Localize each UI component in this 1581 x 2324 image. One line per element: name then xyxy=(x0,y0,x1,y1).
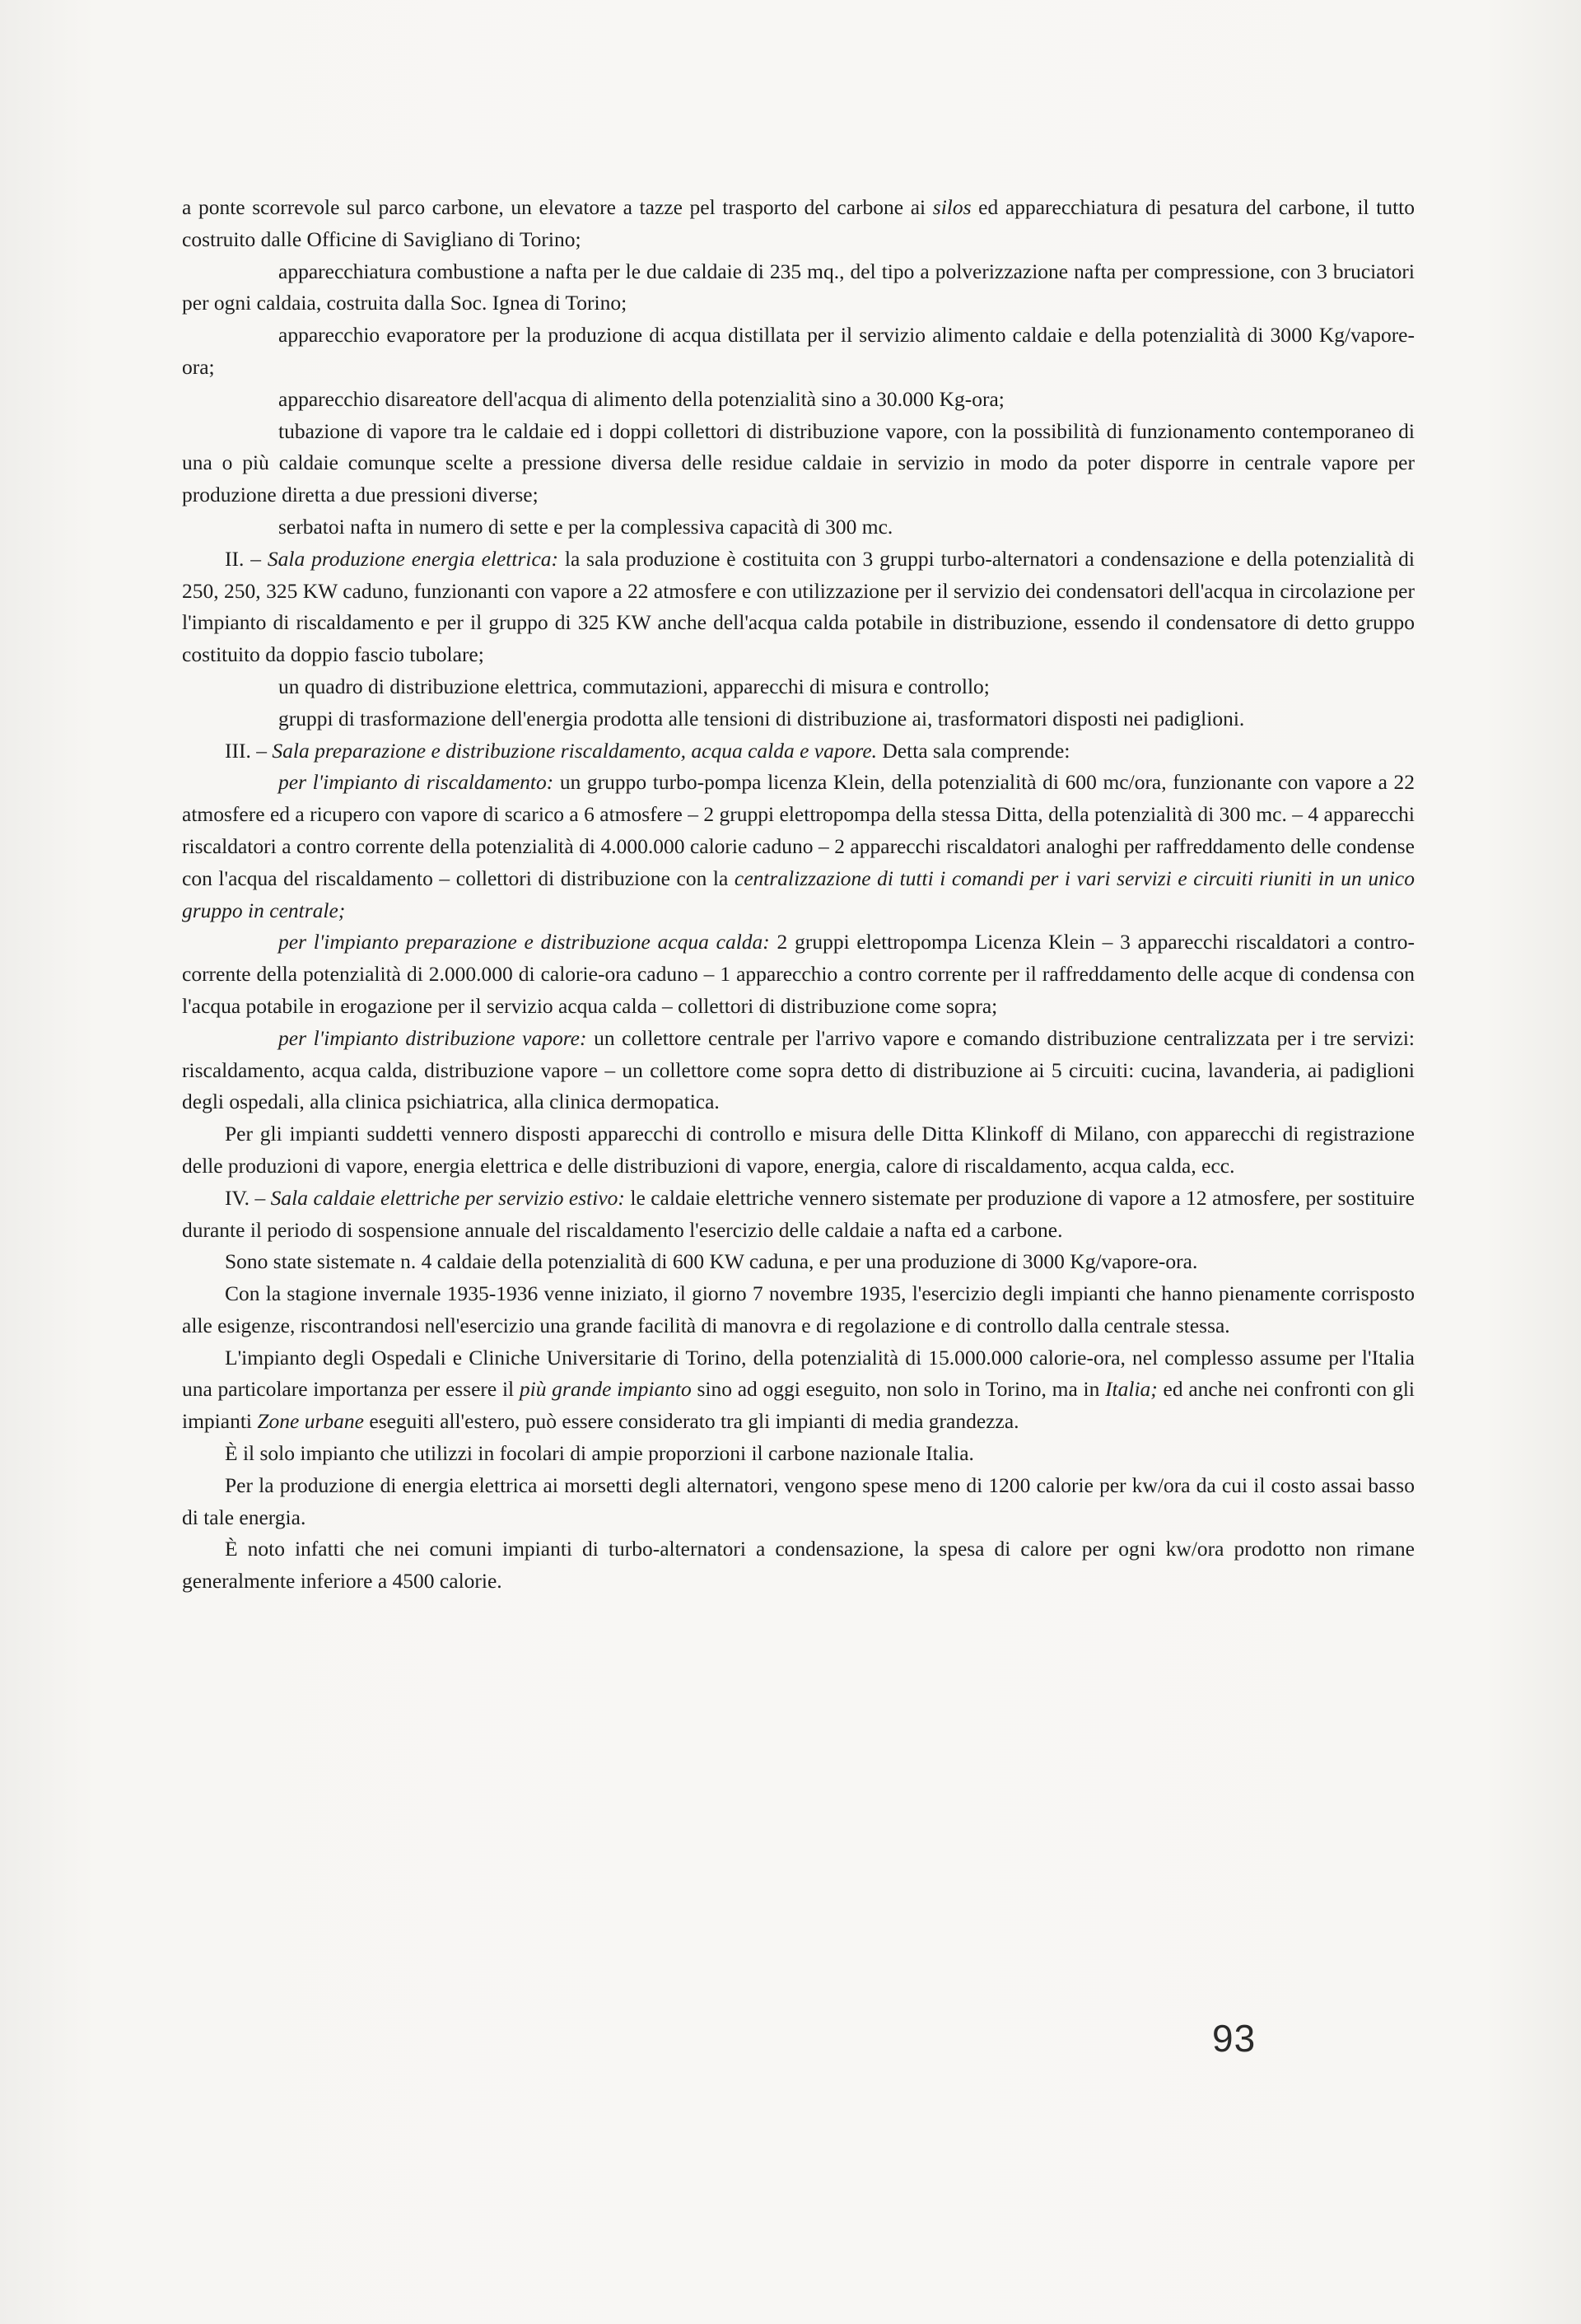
paragraph xyxy=(182,320,1415,384)
text-run: Per gli impianti suddetti vennero disposti apparecchi di controllo e misura delle Ditta Klinkoff di Milano, con apparecchi di registrazione delle produzioni di vapore, energia elettrica e delle distribuzioni di vapore, energia, calore di riscaldamento, acqua calda, ecc. xyxy=(182,1122,1415,1178)
italic-run: Sala caldaie elettriche per servizio estivo: xyxy=(270,1185,625,1210)
text-run: Sono state sistemate n. 4 caldaie della potenzialità di 600 KW caduna, e per una produzione di 3000 Kg/vapore-ora. xyxy=(225,1249,1198,1274)
paragraph xyxy=(182,1278,1415,1342)
text-run: tubazione di vapore tra le caldaie ed i doppi collettori di distribuzione vapore, con la possibilità di funzionamento contemporaneo di una o più caldaie comunque scelte a pressione diversa delle residue caldaie in servizio in modo da poter disporre in centrale vapore per produzione diretta a due pressioni diverse; xyxy=(182,418,1415,507)
italic-run: più grande impianto xyxy=(519,1377,692,1402)
text-run: apparecchio disareatore dell'acqua di alimento della potenzialità sino a 30.000 Kg-ora; xyxy=(278,386,1005,411)
paragraph xyxy=(182,1246,1415,1278)
text-run: 2 gruppi elettropompa Licenza Klein – 3 apparecchi riscaldatori a contro-corrente della potenzialità di 2.000.000 di calorie-ora caduno – 1 apparecchio a contro corrente per il raffreddamento delle acque di condensa con l'acqua potabile in erogazione per il servizio acqua calda – collettori di distribuzione come sopra; xyxy=(182,930,1415,1018)
text-run: serbatoi nafta in numero di sette e per la complessiva capacità di 300 mc. xyxy=(278,514,893,539)
paragraph xyxy=(182,256,1415,320)
text-run: la sala produzione è costituita con 3 gruppi turbo-alternatori a condensazione e della potenzialità di 250, 250, 325 KW caduno, funzionanti con vapore a 22 atmosfere e con utilizzazione per il servizio dei condensatori dell'acqua in circolazione per l'impianto di riscaldamento e per il gruppo di 325 KW anche dell'acqua calda potabile in distribuzione, essendo il condensatore di detto gruppo costituito da doppio fascio tubolare; xyxy=(182,546,1415,667)
italic-run: silos xyxy=(932,195,972,219)
text-run: sino ad oggi eseguito, non solo in Torino, ma in xyxy=(691,1377,1106,1402)
text-run: È il solo impianto che utilizzi in focolari di ampie proporzioni il carbone nazionale Italia. xyxy=(225,1441,974,1466)
italic-run: Italia; xyxy=(1105,1377,1158,1402)
paragraph xyxy=(182,703,1415,735)
paragraph xyxy=(182,735,1415,768)
paragraph xyxy=(182,767,1415,926)
text-run: eseguiti all'estero, può essere considerato tra gli impianti di media grandezza. xyxy=(364,1409,1019,1434)
paragraph xyxy=(182,192,1415,256)
text-run: Con la stagione invernale 1935-1936 venne iniziato, il giorno 7 novembre 1935, l'esercizio degli impianti che hanno pienamente corrisposto alle esigenze, riscontrandosi nell'esercizio una grande facilità di manovra e di regolazione e di controllo dalla centrale stessa. xyxy=(182,1281,1415,1337)
text-run: un gruppo turbo-pompa licenza Klein, della potenzialità di 600 mc/ora, funzionante con vapore a 22 atmosfere ed a ricupero con vapore di scarico a 6 atmosfere – 2 gruppi elettropompa della stessa Ditta, della potenzialità di 300 mc. – 4 apparecchi riscaldatori a contro corrente della potenzialità di 4.000.000 calorie caduno – 2 apparecchi riscaldatori analoghi per raffreddamento delle condense con l'acqua del riscaldamento – collettori di distribuzione con la xyxy=(182,770,1415,890)
paragraph xyxy=(182,1342,1415,1438)
text-run: IV. – xyxy=(225,1185,271,1210)
text-run: gruppi di trasformazione dell'energia prodotta alle tensioni di distribuzione ai, trasformatori disposti nei padiglioni. xyxy=(278,706,1245,730)
paragraph xyxy=(182,416,1415,511)
text-run: Detta sala comprende: xyxy=(877,738,1070,763)
paragraph xyxy=(182,1470,1415,1534)
text-run: un quadro di distribuzione elettrica, commutazioni, apparecchi di misura e controllo; xyxy=(278,674,990,698)
page-number: 93 xyxy=(1212,2017,1257,2060)
text-run: ed anche nei confronti con gli impianti xyxy=(182,1377,1415,1434)
text-run: II. – xyxy=(225,546,268,571)
italic-run: centralizzazione di tutti i comandi per i vari servizi e circuiti riuniti in un unico gruppo in centrale; xyxy=(182,866,1415,922)
paragraph xyxy=(182,544,1415,671)
paragraph xyxy=(182,1118,1415,1183)
italic-run: per l'impianto preparazione e distribuzione acqua calda: xyxy=(278,930,770,954)
paragraph xyxy=(182,1533,1415,1598)
text-run: ed apparecchiatura di pesatura del carbone, il tutto costruito dalle Officine di Savigliano di Torino; xyxy=(182,195,1415,251)
paragraph xyxy=(182,1023,1415,1118)
paragraph xyxy=(182,511,1415,544)
body-text xyxy=(182,192,1415,1598)
italic-run: Sala preparazione e distribuzione riscaldamento, acqua calda e vapore. xyxy=(272,738,878,763)
text-run: Per la produzione di energia elettrica ai morsetti degli alternatori, vengono spese meno di 1200 calorie per kw/ora da cui il costo assai basso di tale energia. xyxy=(182,1472,1415,1529)
text-run: È noto infatti che nei comuni impianti di turbo-alternatori a condensazione, la spesa di calore per ogni kw/ora prodotto non rimane generalmente inferiore a 4500 calorie. xyxy=(182,1537,1415,1594)
paragraph xyxy=(182,671,1415,703)
italic-run: Sala produzione energia elettrica: xyxy=(267,546,559,571)
text-run: un collettore centrale per l'arrivo vapore e comando distribuzione centralizzata per i tre servizi: riscaldamento, acqua calda, distribuzione vapore – un collettore come sopra detto di distribuzione ai 5 circuiti: cucina, lavanderia, ai padiglioni degli ospedali, alla clinica psichiatrica, alla clinica dermopatica. xyxy=(182,1025,1415,1114)
paragraph xyxy=(182,1438,1415,1470)
text-run: L'impianto degli Ospedali e Cliniche Universitarie di Torino, della potenzialità di 15.000.000 calorie-ora, nel complesso assume per l'Italia una particolare importanza per essere il xyxy=(182,1345,1415,1402)
paragraph xyxy=(182,926,1415,1022)
text-run: le caldaie elettriche vennero sistemate per produzione di vapore a 12 atmosfere, per sostituire durante il periodo di sospensione annuale del riscaldamento l'esercizio delle caldaie a nafta ed a carbone. xyxy=(182,1185,1415,1242)
text-run: apparecchiatura combustione a nafta per le due caldaie di 235 mq., del tipo a polverizzazione nafta per compressione, con 3 bruciatori per ogni caldaia, costruita dalla Soc. Ignea di Torino; xyxy=(182,259,1415,315)
paragraph xyxy=(182,1183,1415,1247)
italic-run: per l'impianto di riscaldamento: xyxy=(278,770,554,795)
paragraph xyxy=(182,384,1415,416)
text-run: III. – xyxy=(225,738,273,763)
text-run: a ponte scorrevole sul parco carbone, un elevatore a tazze pel trasporto del carbone ai xyxy=(182,195,933,219)
italic-run: Zone urbane xyxy=(257,1409,364,1434)
italic-run: per l'impianto distribuzione vapore: xyxy=(278,1025,587,1050)
text-run: apparecchio evaporatore per la produzione di acqua distillata per il servizio alimento caldaie e della potenzialità di 3000 Kg/vapore-ora; xyxy=(182,323,1415,379)
